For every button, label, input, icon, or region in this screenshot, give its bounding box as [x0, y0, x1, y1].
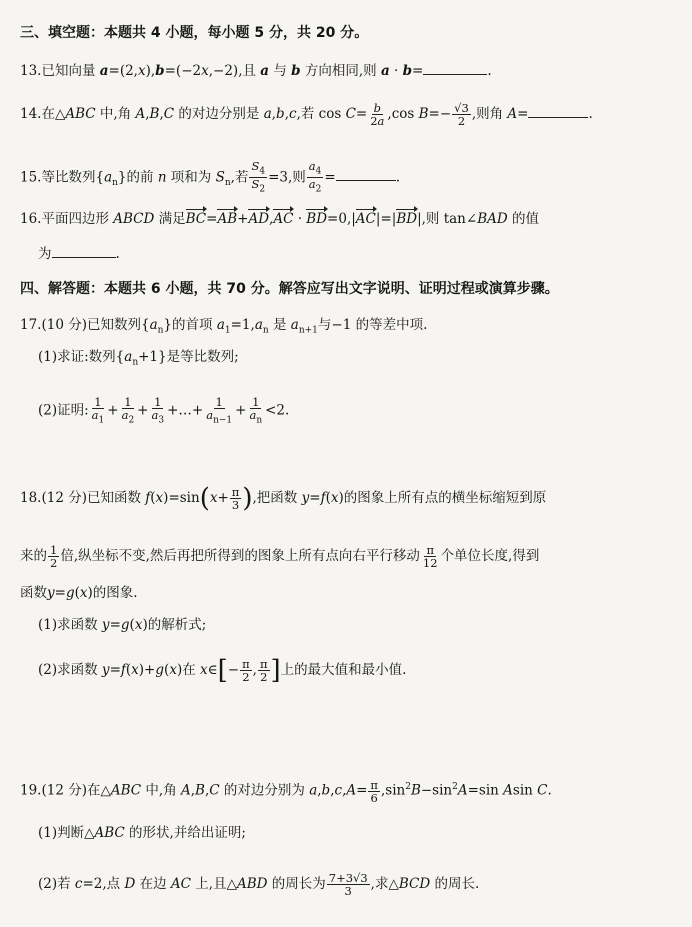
question-18-part1: (1)求函数 y=g(x)的解析式;: [38, 617, 207, 633]
question-18-line3: 函数y=g(x)的图象.: [20, 585, 138, 601]
question-18: 18.(12 分)已知函数 f(x)=sin(x+ $\frac{\pi}{3}$ ),把函数 y=f(x)的图象上所有点的横坐标缩短到原: [20, 483, 547, 514]
question-18-part2: (2)求函数 y=f(x)+g(x)在 x∈[− $\frac{\pi}{2}$ , $\frac{\pi}{2}$ ]上的最大值和最小值.: [38, 655, 407, 686]
answer-blank[interactable]: [423, 60, 487, 75]
question-17: 17.(10 分)已知数列$\{a_n\}$的首项 $a_1=1,a_n$ 是 $a_{n+1}$与−1 的等差中项.: [20, 317, 428, 336]
answer-blank[interactable]: [336, 166, 396, 181]
question-14: 14.在△ABC 中,角 A,B,C 的对边分别是 a,b,c,若 cos C= $\frac{b}{2a}$ ,cos B=− $\frac{√3}{2}$ ,则角 A= .: [20, 101, 593, 128]
question-16-line2: 为 .: [38, 243, 120, 263]
question-15: 15.等比数列$\{a_n\}$的前 n 项和为 $S_n$,若 $\frac{S_4}{S_2}$ =3,则 $\frac{a_4}{a_2}$ = .: [20, 159, 400, 195]
question-18-line2: 来的 $\frac{1}{2}$ 倍,纵坐标不变,然后再把所得到的图象上所有点向右平行移动 $\frac{\pi}{12}$ 个单位长度,得到: [20, 543, 540, 570]
question-17-part1: (1)求证:数列$\{a_n+1\}$是等比数列;: [38, 349, 239, 368]
question-17-part2: (2)证明: $\frac{1}{a_1}$ + $\frac{1}{a_2}$ + $\frac{1}{a_3}$ +…+ $\frac{1}{a_{n-1}}$ + $\frac{1}{a_n}$ <2.: [38, 395, 290, 426]
answer-blank[interactable]: [52, 243, 116, 258]
answer-blank[interactable]: [528, 103, 588, 118]
section4-heading: 四、解答题：本题共 6 小题，共 70 分。解答应写出文字说明、证明过程或演算步骤。: [20, 281, 559, 297]
question-16: 16.平面四边形 ABCD 满足BC=AB+AD,AC · BD=0,|AC|=|BD|,则 tan∠BAD 的值: [20, 211, 539, 227]
section3-heading: 三、填空题：本题共 4 小题，每小题 5 分，共 20 分。: [20, 25, 369, 41]
question-19-part2: (2)若 c=2,点 D 在边 AC 上,且△ABD 的周长为 $\frac{7+3√3}{3}$ ,求△BCD 的周长.: [38, 871, 480, 898]
question-19: 19.(12 分)在△ABC 中,角 A,B,C 的对边分别为 a,b,c,A= $\frac{\pi}{6}$ $,\sin^2B-\sin^2A=\sin$ Asin C.: [20, 777, 552, 805]
question-13: 13.已知向量 a=(2,x),b=(−2x,−2),且 a 与 b 方向相同,则 a · b= .: [20, 60, 492, 80]
question-19-part1: (1)判断△ABC 的形状,并给出证明;: [38, 825, 246, 841]
